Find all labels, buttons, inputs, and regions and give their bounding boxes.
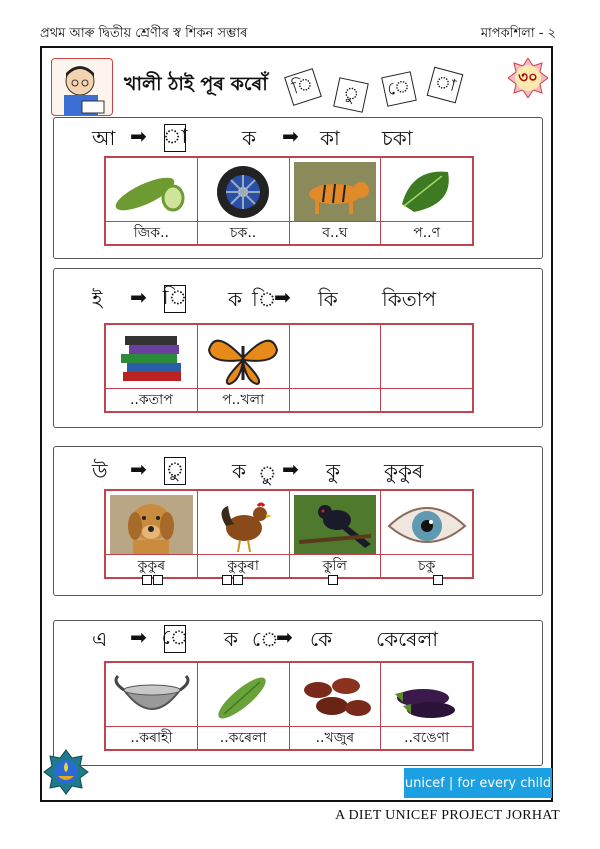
picture-grid: [104, 323, 474, 413]
consonant-letter: ক: [232, 459, 246, 483]
vowel-sign-box: া: [164, 124, 186, 152]
example-word: কেৰেলা: [376, 627, 439, 651]
consonant-letter: ক: [224, 627, 238, 651]
page-number-badge: [508, 58, 548, 98]
picture-cell: [198, 158, 290, 244]
picture-grid: [104, 661, 474, 751]
betel-leaf-image: [385, 162, 468, 222]
hen-image: [202, 495, 285, 555]
eggplant-image: [385, 667, 468, 727]
picture-cell: [106, 158, 198, 244]
vowel-letter: উ: [92, 459, 108, 483]
word-label: ..কৰেলা: [198, 726, 289, 749]
section-e: [53, 620, 543, 766]
picture-cell: [106, 663, 198, 749]
picture-cell: [381, 663, 472, 749]
combined-letter: কু: [326, 459, 340, 483]
vowel-sign-box: ে: [164, 625, 186, 653]
picture-cell: [381, 491, 472, 577]
word-label: প..খলা: [198, 388, 289, 411]
combined-letter: কি: [318, 287, 338, 311]
dog-image: [110, 495, 193, 555]
vowel-sign-card-4: া: [427, 67, 464, 104]
arrow-right-icon: ➡: [130, 124, 147, 148]
section-aa: [53, 117, 543, 259]
arrow-right-icon: ➡: [130, 285, 147, 309]
example-word: চকা: [382, 126, 413, 150]
arrow-right-icon: ➡: [274, 285, 291, 309]
vowel-sign-card-3: ে: [381, 71, 417, 107]
word-label: কুকুৰা: [198, 554, 289, 577]
wheel-image: [202, 162, 285, 222]
vowel-letter: আ: [92, 126, 116, 150]
books-image: [110, 329, 193, 389]
picture-grid: [104, 156, 474, 246]
vowel-letter: ই: [92, 287, 103, 311]
consonant-letter: ক: [228, 287, 242, 311]
answer-box[interactable]: [153, 575, 163, 585]
word-label: চকু: [381, 554, 472, 577]
word-label: ..বঙেণা: [381, 726, 472, 749]
example-word: কুকুৰ: [384, 459, 424, 483]
vowel-sign: ু: [258, 461, 277, 485]
instruction-title: খালী ঠাই পূৰ কৰোঁ: [124, 73, 268, 95]
dates-image: [294, 667, 377, 727]
picture-cell: [106, 325, 198, 411]
word-label: প..ণ: [381, 221, 472, 244]
vowel-sign-box: ি: [164, 285, 186, 313]
consonant-letter: ক: [242, 126, 256, 150]
example-word: কিতাপ: [382, 287, 437, 311]
arrow-right-icon: ➡: [130, 457, 147, 481]
eye-image: [385, 495, 468, 555]
tiger-image: [294, 162, 377, 222]
picture-cell: [290, 325, 382, 411]
word-label: ..খজুৰ: [290, 726, 381, 749]
word-label: জিক..: [106, 221, 197, 244]
word-label: কুলি: [290, 554, 381, 577]
vowel-letter: এ: [92, 627, 108, 651]
combined-letter: কা: [320, 126, 340, 150]
vowel-sign: ি: [252, 287, 277, 311]
picture-cell: [290, 491, 382, 577]
page-number: ৩০: [518, 68, 538, 86]
section-i: [53, 268, 543, 428]
arrow-right-icon: ➡: [276, 625, 293, 649]
word-label: [290, 388, 381, 411]
footer-text: A DIET UNICEF PROJECT JORHAT: [335, 808, 560, 823]
combined-letter: কে: [310, 627, 333, 651]
header-right-title: মাপকশিলা - ২: [480, 26, 556, 41]
cuckoo-image: [294, 495, 377, 555]
vowel-sign: ে: [252, 627, 279, 651]
diet-logo: [42, 748, 90, 796]
picture-cell: [290, 663, 382, 749]
picture-grid: [104, 489, 474, 579]
unicef-banner: unicef | for every child: [404, 768, 552, 798]
section-u: [53, 446, 543, 596]
word-label: ব..ঘ: [290, 221, 381, 244]
vowel-sign-card-2: ু: [333, 77, 369, 113]
wok-image: [110, 667, 193, 727]
arrow-right-icon: ➡: [282, 457, 299, 481]
word-label: [381, 388, 472, 411]
child-writing-avatar: [51, 58, 113, 116]
butterfly-image: [202, 329, 285, 389]
vowel-sign-card-1: ি: [284, 68, 322, 106]
bitter-gourd-image: [202, 667, 285, 727]
header-left-title: প্ৰথম আৰু দ্বিতীয় শ্ৰেণীৰ স্ব শিকন সম্ভাৰ: [40, 26, 248, 41]
picture-cell: [106, 491, 198, 577]
picture-cell: [290, 158, 382, 244]
word-label: চক..: [198, 221, 289, 244]
word-label: কুকুৰ: [106, 554, 197, 577]
word-label: ..কতাপ: [106, 388, 197, 411]
word-label: ..কৰাহী: [106, 726, 197, 749]
answer-box[interactable]: [233, 575, 243, 585]
picture-cell: [381, 158, 472, 244]
picture-cell: [198, 663, 290, 749]
arrow-right-icon: ➡: [282, 124, 299, 148]
vowel-sign-box: ু: [164, 457, 186, 485]
arrow-right-icon: ➡: [130, 625, 147, 649]
picture-cell: [381, 325, 472, 411]
answer-box[interactable]: [328, 575, 338, 585]
answer-box[interactable]: [433, 575, 443, 585]
ridge-gourd-image: [110, 162, 193, 222]
answer-box[interactable]: [142, 575, 152, 585]
answer-box[interactable]: [222, 575, 232, 585]
picture-cell: [198, 491, 290, 577]
picture-cell: [198, 325, 290, 411]
